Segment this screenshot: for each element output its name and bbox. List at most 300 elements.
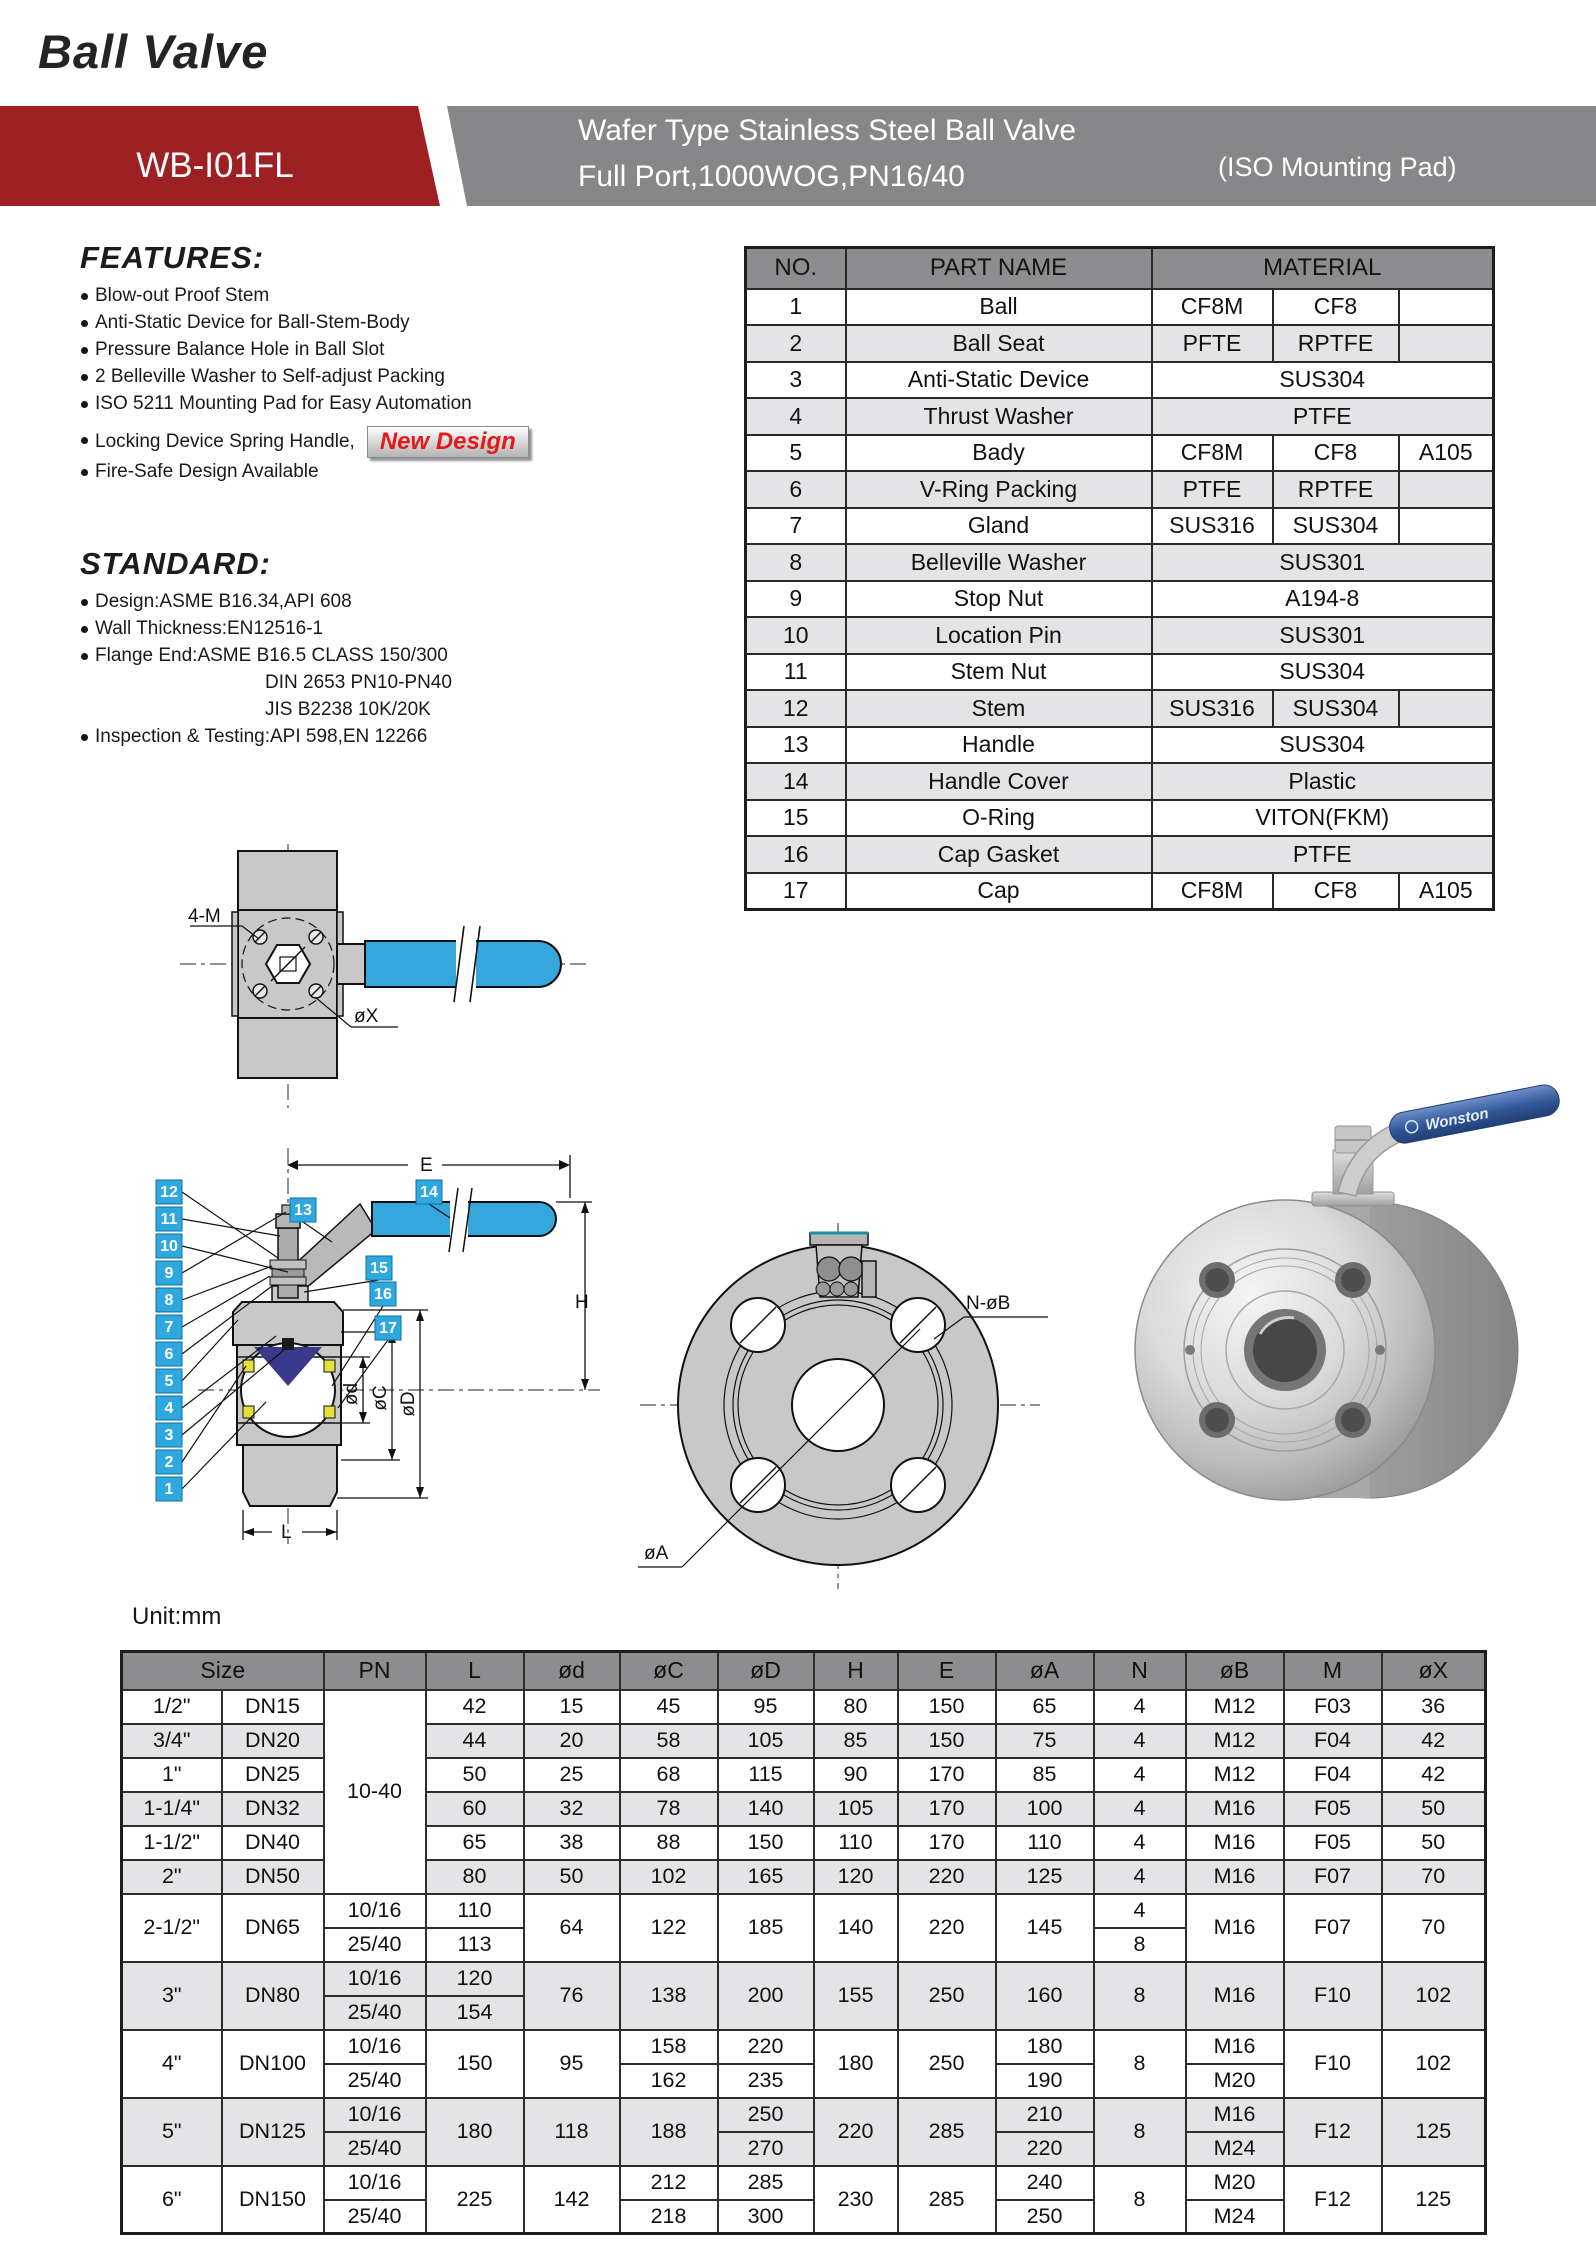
cell: CF8M	[1152, 435, 1273, 472]
dim-l-label: L	[281, 1522, 292, 1543]
cell: Belleville Washer	[846, 544, 1152, 581]
page-title: Ball Valve	[38, 25, 269, 78]
cell: 17	[746, 873, 846, 910]
dims-row	[122, 2166, 1486, 2200]
callout-14: 14	[420, 1184, 438, 1201]
parts-header-row	[746, 248, 1494, 289]
cell	[1399, 325, 1494, 362]
cell: M16	[1186, 2030, 1284, 2064]
cell: 250	[898, 2030, 996, 2098]
callout-12: 12	[160, 1184, 178, 1201]
banner-iso-note: (ISO Mounting Pad)	[1218, 152, 1457, 182]
cell: 220	[814, 2098, 898, 2166]
parts-row	[746, 471, 1494, 508]
cell: 150	[426, 2030, 524, 2098]
cell: F04	[1284, 1758, 1382, 1792]
valve-photo-body	[1135, 1200, 1518, 1500]
stem-assembly-front	[810, 1233, 876, 1297]
cell: 11	[746, 654, 846, 691]
callout-11: 11	[160, 1211, 178, 1228]
cell: 16	[746, 836, 846, 873]
cell: 200	[718, 1962, 814, 2030]
cell: 235	[718, 2064, 814, 2098]
cell: CF8M	[1152, 873, 1273, 910]
cell: SUS316	[1152, 508, 1273, 545]
callout-17: 17	[379, 1320, 397, 1337]
cell: 85	[996, 1758, 1094, 1792]
standard-section	[80, 546, 660, 750]
cell: 12	[746, 690, 846, 727]
cell: Stop Nut	[846, 581, 1152, 618]
standard-item-continuation: DIN 2653 PN10-PN40	[265, 672, 452, 693]
cell: 36	[1382, 1690, 1486, 1724]
parts-row	[746, 398, 1494, 435]
cell: 4	[1094, 1792, 1186, 1826]
cell: 220	[898, 1894, 996, 1962]
cell: 250	[898, 1962, 996, 2030]
cell	[1399, 471, 1494, 508]
standard-heading: STANDARD:	[80, 546, 271, 581]
bolt-count-label: 4-M	[188, 906, 221, 927]
cell: M12	[1186, 1724, 1284, 1758]
dims-row	[122, 1962, 1486, 1996]
cell: 170	[898, 1792, 996, 1826]
cell: 218	[620, 2200, 718, 2234]
cell: CF8	[1273, 289, 1399, 326]
cell: DN80	[222, 1962, 324, 2030]
cell: M24	[1186, 2200, 1284, 2234]
bolt-circle-label: øA	[644, 1543, 669, 1564]
cell: A194-8	[1152, 581, 1494, 618]
cell: M16	[1186, 2098, 1284, 2132]
model-code: WB-I01FL	[136, 146, 294, 185]
cell: F05	[1284, 1826, 1382, 1860]
parts-row	[746, 617, 1494, 654]
cell: DN25	[222, 1758, 324, 1792]
cell: DN20	[222, 1724, 324, 1758]
cell: F12	[1284, 2166, 1382, 2234]
cell: 8	[1094, 1962, 1186, 2030]
cell: F10	[1284, 2030, 1382, 2098]
banner-title-line1: Wafer Type Stainless Steel Ball Valve	[578, 114, 1077, 147]
feature-item: Blow-out Proof Stem	[80, 282, 660, 309]
cell: 4	[1094, 1690, 1186, 1724]
standard-item: Design:ASME B16.34,API 608	[80, 588, 660, 615]
cell: 1-1/4"	[122, 1792, 222, 1826]
handle-brand-text: Wonston	[1424, 1105, 1491, 1134]
standard-item: Flange End:ASME B16.5 CLASS 150/300	[80, 642, 660, 669]
cell: DN150	[222, 2166, 324, 2234]
cell: 45	[620, 1690, 718, 1724]
cell: 180	[996, 2030, 1094, 2064]
cell: 3	[746, 362, 846, 399]
cell: SUS304	[1273, 690, 1399, 727]
dims-header-e: E	[898, 1652, 996, 1690]
features-list	[80, 282, 660, 485]
cell: 190	[996, 2064, 1094, 2098]
cell: 15	[524, 1690, 620, 1724]
cell: Ball Seat	[846, 325, 1152, 362]
cell: 32	[524, 1792, 620, 1826]
cell: 120	[426, 1962, 524, 1996]
callout-5: 5	[164, 1373, 174, 1390]
cell: Handle Cover	[846, 763, 1152, 800]
cell: 170	[898, 1826, 996, 1860]
cell: 230	[814, 2166, 898, 2234]
cell: 125	[996, 1860, 1094, 1894]
callout-6: 6	[164, 1346, 174, 1363]
cell: 25	[524, 1758, 620, 1792]
dimensions-table	[120, 1650, 1487, 2235]
cell: 154	[426, 1996, 524, 2030]
cell: RPTFE	[1273, 471, 1399, 508]
cell: 13	[746, 727, 846, 764]
cell: Handle	[846, 727, 1152, 764]
dim-dd-label: øD	[398, 1391, 419, 1417]
banner-title-line2: Full Port,1000WOG,PN16/40	[578, 160, 965, 193]
cell: 150	[898, 1724, 996, 1758]
cell: 140	[718, 1792, 814, 1826]
cell: 285	[898, 2166, 996, 2234]
callout-3: 3	[164, 1427, 174, 1444]
cell: M16	[1186, 1860, 1284, 1894]
cell: M16	[1186, 1792, 1284, 1826]
cell: 4	[1094, 1894, 1186, 1928]
pad-diameter-label: øX	[354, 1006, 379, 1027]
parts-row	[746, 654, 1494, 691]
cell: 95	[718, 1690, 814, 1724]
cell: Stem	[846, 690, 1152, 727]
cell: 102	[1382, 1962, 1486, 2030]
dims-header-pn: PN	[324, 1652, 426, 1690]
cell: SUS316	[1152, 690, 1273, 727]
cell: 64	[524, 1894, 620, 1962]
cell: 240	[996, 2166, 1094, 2200]
cell: 180	[814, 2030, 898, 2098]
parts-row	[746, 362, 1494, 399]
callout-13: 13	[294, 1202, 312, 1219]
dim-d-label: ød	[341, 1382, 362, 1406]
dim-l	[243, 1510, 337, 1543]
cell: 250	[718, 2098, 814, 2132]
cell: DN15	[222, 1690, 324, 1724]
cell: 2"	[122, 1860, 222, 1894]
section-drawing	[120, 1140, 620, 1610]
cell: 140	[814, 1894, 898, 1962]
cell: 188	[620, 2098, 718, 2166]
cell: 25/40	[324, 2064, 426, 2098]
cell: 4	[1094, 1758, 1186, 1792]
cell: 125	[1382, 2098, 1486, 2166]
cell: 8	[746, 544, 846, 581]
standard-item-continuation: JIS B2238 10K/20K	[265, 699, 431, 720]
cell: 42	[426, 1690, 524, 1724]
cell: 162	[620, 2064, 718, 2098]
cell: 8	[1094, 1928, 1186, 1962]
dims-header-dd: øD	[718, 1652, 814, 1690]
cell	[1399, 508, 1494, 545]
cell: DN100	[222, 2030, 324, 2098]
cell: DN32	[222, 1792, 324, 1826]
cell: 2	[746, 325, 846, 362]
cell: Cap	[846, 873, 1152, 910]
cell: 4	[1094, 1826, 1186, 1860]
cell: 210	[996, 2098, 1094, 2132]
cell: F05	[1284, 1792, 1382, 1826]
cell: 150	[718, 1826, 814, 1860]
cell: 95	[524, 2030, 620, 2098]
cell: 120	[814, 1860, 898, 1894]
cell: Location Pin	[846, 617, 1152, 654]
cell: 68	[620, 1758, 718, 1792]
cell: SUS304	[1152, 362, 1494, 399]
cell: 25/40	[324, 1928, 426, 1962]
dim-h-label: H	[575, 1292, 589, 1313]
cell: 3/4"	[122, 1724, 222, 1758]
cell: 70	[1382, 1860, 1486, 1894]
cell: Stem Nut	[846, 654, 1152, 691]
cell: 5	[746, 435, 846, 472]
cell: 160	[996, 1962, 1094, 2030]
cell: SUS301	[1152, 544, 1494, 581]
cell: 110	[814, 1826, 898, 1860]
cell: 42	[1382, 1758, 1486, 1792]
cell: 270	[718, 2132, 814, 2166]
cell: 1/2"	[122, 1690, 222, 1724]
cell: SUS304	[1273, 508, 1399, 545]
cell: 15	[746, 800, 846, 837]
callout-16: 16	[374, 1286, 392, 1303]
parts-material-table	[744, 246, 1495, 911]
cell: SUS304	[1152, 654, 1494, 691]
cell: 10-40	[324, 1690, 426, 1894]
cell: 225	[426, 2166, 524, 2234]
cell: 220	[898, 1860, 996, 1894]
cell: 8	[1094, 2166, 1186, 2234]
cell: 6	[746, 471, 846, 508]
cell	[1399, 690, 1494, 727]
feature-item: 2 Belleville Washer to Self-adjust Packing	[80, 363, 660, 390]
cell: 113	[426, 1928, 524, 1962]
cell: 250	[996, 2200, 1094, 2234]
dims-header-a: øA	[996, 1652, 1094, 1690]
feature-item: Fire-Safe Design Available	[80, 458, 660, 485]
cell: 10	[746, 617, 846, 654]
cell: VITON(FKM)	[1152, 800, 1494, 837]
cell: CF8	[1273, 873, 1399, 910]
cell: 50	[524, 1860, 620, 1894]
callout-4: 4	[164, 1400, 174, 1417]
cell: 300	[718, 2200, 814, 2234]
parts-row	[746, 325, 1494, 362]
cell: 60	[426, 1792, 524, 1826]
dims-row	[122, 2200, 1486, 2234]
parts-row	[746, 763, 1494, 800]
cell: PTFE	[1152, 471, 1273, 508]
front-view-drawing	[620, 1205, 1060, 1595]
parts-row	[746, 289, 1494, 326]
cell: 76	[524, 1962, 620, 2030]
cell: 50	[1382, 1792, 1486, 1826]
cell: A105	[1399, 435, 1494, 472]
cell: 105	[814, 1792, 898, 1826]
cell: 102	[620, 1860, 718, 1894]
unit-label: Unit:mm	[132, 1603, 222, 1630]
cell: 10/16	[324, 1962, 426, 1996]
cell: DN50	[222, 1860, 324, 1894]
standard-list	[80, 588, 660, 750]
cell: 125	[1382, 2166, 1486, 2234]
cell: 180	[426, 2098, 524, 2166]
features-heading: FEATURES:	[80, 240, 265, 275]
cell: F03	[1284, 1690, 1382, 1724]
cell: 285	[718, 2166, 814, 2200]
cell: 158	[620, 2030, 718, 2064]
cell: 85	[814, 1724, 898, 1758]
cell: M20	[1186, 2064, 1284, 2098]
cell: Plastic	[1152, 763, 1494, 800]
cell: O-Ring	[846, 800, 1152, 837]
top-view-drawing	[150, 840, 620, 1140]
cell: 150	[898, 1690, 996, 1724]
cell: Thrust Washer	[846, 398, 1152, 435]
cell: 14	[746, 763, 846, 800]
cell: Cap Gasket	[846, 836, 1152, 873]
callout-9: 9	[164, 1265, 174, 1282]
cell: 115	[718, 1758, 814, 1792]
cell: Anti-Static Device	[846, 362, 1152, 399]
dim-e-label: E	[420, 1155, 433, 1176]
dims-row	[122, 2064, 1486, 2098]
cell: 10/16	[324, 2166, 426, 2200]
cell: Bady	[846, 435, 1152, 472]
parts-row	[746, 727, 1494, 764]
cell: 3"	[122, 1962, 222, 2030]
cell: 58	[620, 1724, 718, 1758]
cell: V-Ring Packing	[846, 471, 1152, 508]
product-photo	[1050, 1050, 1590, 1560]
cell: 110	[426, 1894, 524, 1928]
cell: 65	[426, 1826, 524, 1860]
cell: 185	[718, 1894, 814, 1962]
cell	[1399, 289, 1494, 326]
bolt-holes-label: N-øB	[966, 1293, 1011, 1314]
cell: 220	[996, 2132, 1094, 2166]
cell: PFTE	[1152, 325, 1273, 362]
parts-header-material: MATERIAL	[1152, 248, 1494, 289]
cell: 1-1/2"	[122, 1826, 222, 1860]
cell: 4	[746, 398, 846, 435]
parts-header-name: PART NAME	[846, 248, 1152, 289]
cell: 1	[746, 289, 846, 326]
callout-15: 15	[370, 1260, 388, 1277]
new-design-badge: New Design	[367, 426, 529, 458]
parts-row	[746, 800, 1494, 837]
cell: M16	[1186, 1826, 1284, 1860]
dims-header-c: øC	[620, 1652, 718, 1690]
callout-7: 7	[164, 1319, 174, 1336]
parts-row	[746, 435, 1494, 472]
dims-header-h: H	[814, 1652, 898, 1690]
dim-c-label: øC	[370, 1385, 391, 1411]
cell: Ball	[846, 289, 1152, 326]
cell: F10	[1284, 1962, 1382, 2030]
cell: 10/16	[324, 2098, 426, 2132]
feature-locking-text: Locking Device Spring Handle,	[95, 431, 355, 453]
dims-header-size: Size	[122, 1652, 324, 1690]
cell: M24	[1186, 2132, 1284, 2166]
cell: PTFE	[1152, 398, 1494, 435]
cell: 138	[620, 1962, 718, 2030]
cell: 9	[746, 581, 846, 618]
cell: M12	[1186, 1758, 1284, 1792]
cell: SUS301	[1152, 617, 1494, 654]
parts-header-no: NO.	[746, 248, 846, 289]
dims-header-d: ød	[524, 1652, 620, 1690]
cell: 4	[1094, 1724, 1186, 1758]
standard-item: Inspection & Testing:API 598,EN 12266	[80, 723, 660, 750]
cell: DN125	[222, 2098, 324, 2166]
model-banner	[0, 106, 1596, 206]
cell: 145	[996, 1894, 1094, 1962]
cell: 42	[1382, 1724, 1486, 1758]
cell: 70	[1382, 1894, 1486, 1962]
dims-header-b: øB	[1186, 1652, 1284, 1690]
cell: 10/16	[324, 1894, 426, 1928]
cell: 212	[620, 2166, 718, 2200]
cell: DN65	[222, 1894, 324, 1962]
dims-header-m: M	[1284, 1652, 1382, 1690]
cell: F12	[1284, 2098, 1382, 2166]
cell: 220	[718, 2030, 814, 2064]
dims-header-l: L	[426, 1652, 524, 1690]
dim-h	[556, 1202, 592, 1390]
dims-row	[122, 2132, 1486, 2166]
cell: DN40	[222, 1826, 324, 1860]
dim-d-small	[341, 1357, 370, 1423]
feature-item: ISO 5211 Mounting Pad for Easy Automation	[80, 390, 660, 417]
cell: 110	[996, 1826, 1094, 1860]
cell: 2-1/2"	[122, 1894, 222, 1962]
center-bore	[792, 1359, 884, 1451]
dims-header-row	[122, 1652, 1486, 1690]
parts-row	[746, 508, 1494, 545]
parts-row	[746, 690, 1494, 727]
callout-1: 1	[164, 1481, 174, 1498]
cell: PTFE	[1152, 836, 1494, 873]
cell: 38	[524, 1826, 620, 1860]
dims-row	[122, 1894, 1486, 1928]
cell: M16	[1186, 1894, 1284, 1962]
cell: 20	[524, 1724, 620, 1758]
cell: F07	[1284, 1894, 1382, 1962]
callout-8: 8	[164, 1292, 174, 1309]
cell: 4"	[122, 2030, 222, 2098]
cell: 1"	[122, 1758, 222, 1792]
cell: 105	[718, 1724, 814, 1758]
parts-row	[746, 581, 1494, 618]
cell: 8	[1094, 2030, 1186, 2098]
feature-item: Pressure Balance Hole in Ball Slot	[80, 336, 660, 363]
cell: M20	[1186, 2166, 1284, 2200]
cell: M12	[1186, 1690, 1284, 1724]
cell: 50	[426, 1758, 524, 1792]
valve-body-section	[233, 1302, 343, 1506]
cell: 122	[620, 1894, 718, 1962]
cell: 78	[620, 1792, 718, 1826]
dims-row	[122, 2030, 1486, 2064]
cell: 165	[718, 1860, 814, 1894]
